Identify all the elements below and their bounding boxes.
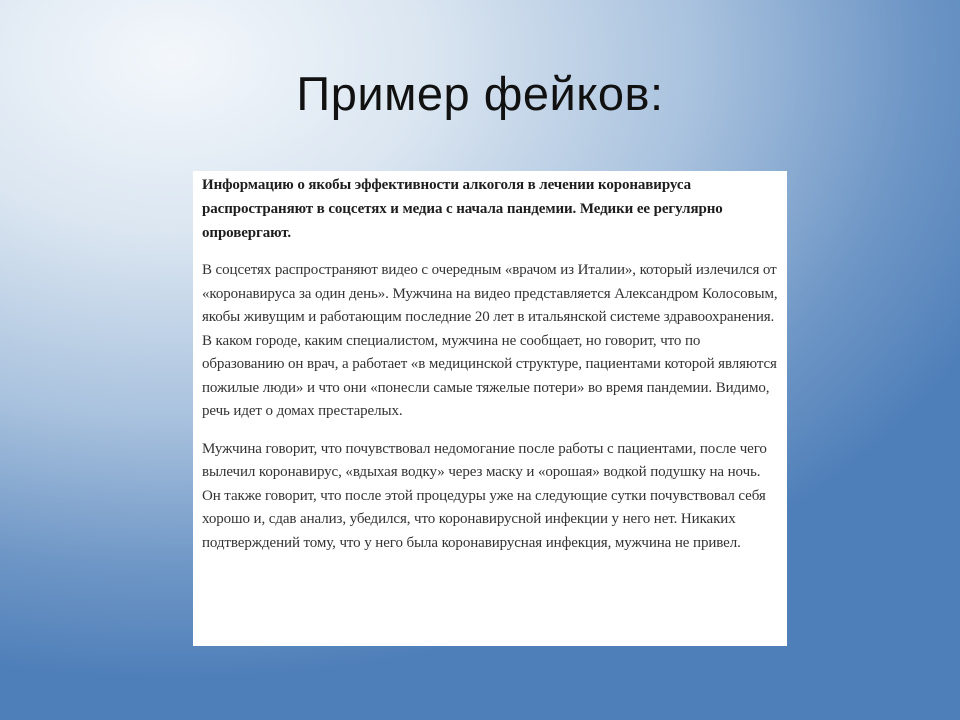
- article-paragraph-1: В соцсетях распространяют видео с очередным «врачом из Италии», который излечился от «коронавируса за один день». Мужчина на видео представляется Александром Колосовым, якобы живущим и работающим последние 20 лет в итальянской системе здравоохранения. В каком городе, каким специалистом, мужчина не сообщает, но говорит, что по образованию он врач, а работает «в медицинской структуре, пациентами которой являются пожилые люди» и что они «понесли самые тяжелые потери» во время пандемии. Видимо, речь идет о домах престарелых.: [202, 262, 778, 419]
- article-paragraph-2: Мужчина говорит, что почувствовал недомогание после работы с пациентами, после чего вылечил коронавирус, «вдыхая водку» через маску и «орошая» водкой подушку на ночь. Он также говорит, что после этой процедуры уже на следующие сутки почувствовал себя хорошо и, сдав анализ, убедился, что коронавирусной инфекции у него нет. Никаких подтверждений тому, что у него была коронавирусная инфекция, мужчина не привел.: [202, 440, 767, 551]
- article-screenshot: [193, 171, 787, 646]
- article-lead: Информацию о якобы эффективности алкоголя в лечении коронавируса распространяют в соцсетях и медиа с начала пандемии. Медики ее регулярно опровергают.: [202, 177, 723, 241]
- slide-title: Пример фейков:: [296, 67, 664, 120]
